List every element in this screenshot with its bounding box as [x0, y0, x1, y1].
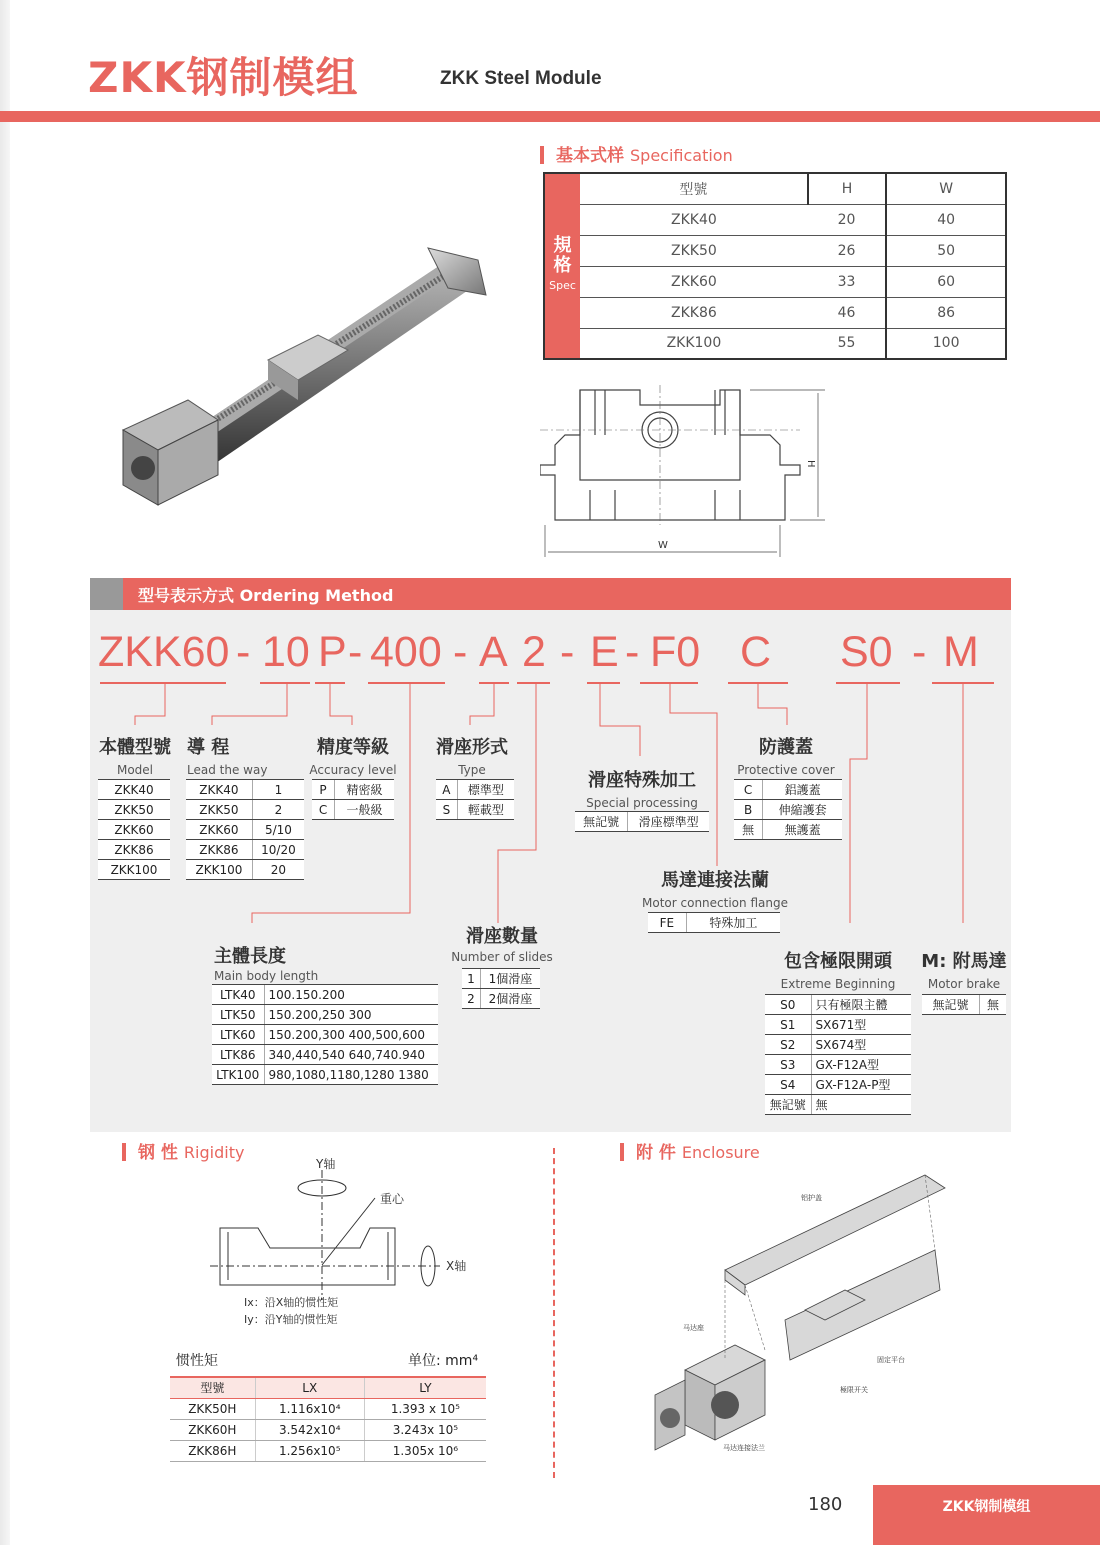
code-accuracy: P: [318, 628, 347, 676]
table-cell: ZKK50: [580, 235, 808, 266]
label-limit: 極限开关: [840, 1386, 868, 1394]
code-length: 400: [370, 628, 442, 676]
special-table: 無記號 滑座標準型: [575, 811, 709, 832]
model-table: ZKK40 ZKK50 ZKK60 ZKK86 ZKK100: [98, 779, 170, 880]
product-image: [118, 240, 498, 515]
dim-w-label: W: [658, 540, 668, 551]
inertia-unit: 单位: mm⁴: [408, 1353, 479, 1369]
table-cell: ZKK86: [580, 297, 808, 328]
table-cell: ZKK100: [580, 328, 808, 359]
type-table: A 標準型 S 輕載型: [436, 779, 514, 820]
group-lead: 導 程 Lead the way: [187, 737, 268, 777]
group-accuracy: 精度等級 Accuracy level: [309, 737, 397, 777]
table-cell: ZKK60: [580, 266, 808, 297]
ix-note: Ix：沿X轴的惯性矩: [244, 1296, 339, 1309]
group-special: 滑座特殊加工 Special processing: [586, 770, 698, 810]
page-title: ZKK钢制模组: [88, 53, 359, 102]
enclosure-exploded-view: [615, 1150, 955, 1460]
footer-label: ZKK钢制模组: [873, 1485, 1100, 1545]
section-divider: [553, 1148, 555, 1478]
label-cover: 铝护盖: [801, 1194, 822, 1202]
brake-table: 無記號 無: [922, 994, 1006, 1015]
table-cell: ZKK40: [580, 204, 808, 235]
group-cover: 防護蓋 Protective cover: [737, 737, 835, 777]
group-slides: 滑座數量 Number of slides: [451, 926, 553, 964]
header-bar: [0, 111, 1100, 122]
center-label: 重心: [380, 1192, 405, 1206]
group-type: 滑座形式 Type: [436, 737, 508, 777]
iy-note: Iy：沿Y轴的惯性矩: [244, 1313, 338, 1326]
group-length: 主體長度 Main body length: [214, 946, 319, 983]
page-number: 180: [808, 1494, 843, 1515]
code-cover: C: [740, 628, 772, 676]
label-platform: 固定平台: [877, 1356, 905, 1364]
spec-side-label: 規 格 Spec: [544, 173, 580, 359]
label-motor-seat: 马达座: [683, 1324, 704, 1332]
extreme-table: S0 只有極限主體 S1 SX671型 S2 SX674型 S3 GX-F12A型 S4 GX-F12A-P型 無記號 無: [765, 994, 911, 1115]
code-lead: 10: [262, 628, 310, 676]
code-model: ZKK60: [98, 628, 230, 676]
slides-table: 1 1個滑座 2 2個滑座: [462, 968, 540, 1009]
ordering-header: 型号表示方式 Ordering Method: [90, 578, 1011, 610]
left-edge-strip: [0, 0, 10, 1545]
code-special: E: [590, 628, 619, 676]
cover-table: C 鋁護蓋 B 伸縮護套 無 無護蓋: [734, 779, 842, 840]
y-axis-label: Y轴: [316, 1157, 336, 1171]
rigidity-diagram: [210, 1150, 490, 1330]
spec-heading: 基本式样 Specification: [540, 141, 733, 166]
code-extreme: S0: [840, 628, 893, 676]
code-brake: M: [943, 628, 979, 676]
group-model: 本體型號 Model: [99, 737, 171, 777]
cross-section-drawing: [540, 385, 830, 560]
group-brake: M: 附馬達 Motor brake: [921, 951, 1007, 991]
group-extreme: 包含極限開頭 Extreme Beginning: [780, 951, 896, 991]
flange-table: FE 特殊加工: [648, 912, 780, 933]
page-subtitle: ZKK Steel Module: [440, 68, 602, 89]
code-slides: 2: [522, 628, 546, 676]
group-flange: 馬達連接法蘭 Motor connection flange: [642, 870, 788, 910]
rigidity-heading: 钢 性 Rigidity: [122, 1138, 244, 1163]
code-flange: F0: [650, 628, 701, 676]
dim-h-label: H: [805, 460, 816, 468]
inertia-table: 型號 LX LY ZKK50H 1.116x10⁴ 1.393 x 10⁵ ZKK60H 3.542x10⁴ 3.243x 10⁵ ZKK86H 1.256x10⁵ 1.305x 10⁶: [170, 1376, 486, 1462]
accuracy-table: P 精密級 C 一般級: [312, 779, 394, 820]
spec-table: 規 格 Spec 型號 H W ZKK40 20 40 ZKK50 26 50 ZKK60 33 60 ZKK86 46 86 ZKK100 55 100: [543, 172, 1007, 360]
lead-table: ZKK40 1 ZKK50 2 ZKK60 5/10 ZKK86 10/20 ZKK100 20: [186, 779, 304, 880]
code-type: A: [479, 628, 508, 676]
table-header: 型號: [679, 181, 708, 198]
length-table: LTK40 100.150.200 LTK50 150.200,250 300 LTK60 150.200,300 400,500,600 LTK86 340,440,540 640,740.940 LTK100 980,1080,1180,1280 1380: [212, 984, 438, 1085]
inertia-title: 惯性矩: [176, 1353, 218, 1369]
label-flange: 马达连接法兰: [723, 1444, 765, 1452]
enclosure-heading: 附 件 Enclosure: [620, 1138, 760, 1163]
x-axis-label: X轴: [446, 1259, 467, 1273]
